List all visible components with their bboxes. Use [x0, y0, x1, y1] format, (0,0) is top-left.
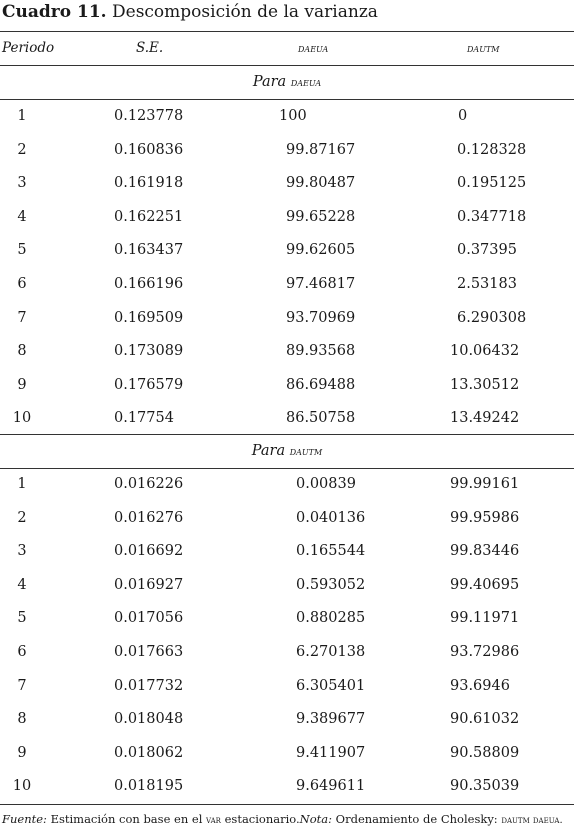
table-row: [0, 108, 574, 142]
daeua-cell: 93.70969: [286, 309, 356, 326]
note-vars: dautm daeua.: [501, 815, 563, 826]
source-var: var: [206, 815, 221, 826]
daeua-cell: 0.165544: [296, 543, 366, 560]
note-text: Ordenamiento de Cholesky:: [335, 812, 498, 826]
se-cell: 0.169509: [114, 309, 184, 326]
table-row: [0, 175, 574, 209]
se-cell: 0.162251: [114, 208, 184, 225]
source-label: Fuente:: [2, 812, 47, 826]
daeua-cell: 6.270138: [296, 644, 366, 660]
period-cell: 7: [17, 309, 27, 326]
section-label-dautm: [0, 443, 574, 459]
dautm-cell: 90.35039: [450, 778, 520, 795]
daeua-cell: 100: [279, 108, 307, 124]
table-row: [0, 142, 574, 176]
se-cell: 0.016226: [114, 476, 184, 492]
dautm-cell: 0: [458, 108, 468, 124]
table-caption: [2, 2, 378, 22]
table-row: [0, 310, 574, 344]
se-cell: 0.176579: [114, 376, 184, 393]
table-row: [0, 543, 574, 577]
source-text2: estacionario.: [224, 812, 300, 826]
daeua-cell: 86.69488: [286, 376, 356, 393]
se-cell: 0.018062: [114, 744, 184, 761]
period-cell: 10: [12, 410, 32, 427]
period-cell: 8: [17, 711, 27, 728]
se-cell: 0.016276: [114, 509, 184, 526]
section-rule-1: [0, 99, 574, 100]
table-row: [0, 510, 574, 544]
dautm-cell: 0.195125: [457, 175, 527, 192]
source-text: Estimación con base en el: [50, 812, 203, 826]
table-row: [0, 644, 574, 678]
header-se: S.E.: [136, 40, 164, 56]
dautm-cell: 13.49242: [450, 410, 520, 427]
period-cell: 8: [17, 343, 27, 360]
daeua-cell: 9.389677: [296, 711, 366, 728]
period-cell: 10: [12, 778, 32, 795]
header-dautm: dautm: [467, 42, 500, 55]
note-label: Nota:: [299, 812, 332, 826]
period-cell: 2: [17, 509, 27, 526]
se-cell: 0.017663: [114, 644, 184, 660]
period-cell: 5: [17, 242, 27, 259]
section-label-daeua: [0, 74, 574, 90]
period-cell: 2: [17, 141, 27, 158]
table-row: [0, 410, 574, 444]
table-row: [0, 209, 574, 243]
table-row: [0, 276, 574, 310]
daeua-cell: 9.411907: [296, 744, 366, 761]
dautm-cell: 6.290308: [457, 309, 527, 326]
period-cell: 1: [17, 476, 27, 492]
dautm-cell: 2.53183: [457, 276, 517, 292]
table-footnote: [2, 812, 563, 826]
se-cell: 0.166196: [114, 276, 184, 292]
period-cell: 4: [17, 576, 27, 593]
bottom-rule: [0, 804, 574, 805]
se-cell: 0.017056: [114, 610, 184, 627]
dautm-cell: 93.72986: [450, 644, 520, 660]
period-cell: 9: [17, 376, 27, 393]
table-row: [0, 343, 574, 377]
period-cell: 1: [17, 108, 27, 124]
dautm-cell: 10.06432: [450, 343, 520, 360]
se-cell: 0.173089: [114, 343, 184, 360]
caption-title: Descomposición de la varianza: [112, 2, 378, 22]
daeua-cell: 99.80487: [286, 175, 356, 192]
daeua-cell: 99.65228: [286, 208, 356, 225]
header-daeua: daeua: [298, 42, 329, 55]
period-cell: 4: [17, 208, 27, 225]
dautm-cell: 99.99161: [450, 476, 520, 492]
table-row: [0, 678, 574, 712]
table-row: [0, 610, 574, 644]
daeua-cell: 0.040136: [296, 509, 366, 526]
header-period: Periodo: [2, 40, 55, 56]
dautm-cell: 13.30512: [450, 376, 520, 393]
period-cell: 3: [17, 543, 27, 560]
table-row: [0, 242, 574, 276]
period-cell: 7: [17, 677, 27, 694]
table-row: [0, 476, 574, 510]
se-cell: 0.018195: [114, 778, 184, 795]
se-cell: 0.17754: [114, 410, 174, 427]
se-cell: 0.163437: [114, 242, 184, 259]
se-cell: 0.016927: [114, 576, 184, 593]
dautm-cell: 99.83446: [450, 543, 520, 560]
section-label-var: dautm: [289, 445, 323, 458]
table-row: [0, 778, 574, 812]
dautm-cell: 99.40695: [450, 576, 520, 593]
period-cell: 5: [17, 610, 27, 627]
dautm-cell: 0.128328: [457, 141, 527, 158]
caption-label: Cuadro 11.: [2, 2, 107, 22]
se-cell: 0.123778: [114, 108, 184, 124]
dautm-cell: 99.95986: [450, 509, 520, 526]
se-cell: 0.161918: [114, 175, 184, 192]
daeua-cell: 86.50758: [286, 410, 356, 427]
daeua-cell: 89.93568: [286, 343, 356, 360]
daeua-cell: 0.593052: [296, 576, 366, 593]
table-row: [0, 711, 574, 745]
header-rule: [0, 65, 574, 66]
dautm-cell: 90.58809: [450, 744, 520, 761]
dautm-cell: 99.11971: [450, 610, 520, 627]
table-row: [0, 745, 574, 779]
period-cell: 6: [17, 644, 27, 660]
dautm-cell: 0.37395: [457, 242, 517, 259]
daeua-cell: 97.46817: [286, 276, 356, 292]
section-label-var: daeua: [290, 76, 322, 89]
mid-rule: [0, 434, 574, 435]
dautm-cell: 90.61032: [450, 711, 520, 728]
daeua-cell: 6.305401: [296, 677, 366, 694]
se-cell: 0.018048: [114, 711, 184, 728]
dautm-cell: 0.347718: [457, 208, 527, 225]
table-row: [0, 577, 574, 611]
section-rule-2: [0, 468, 574, 469]
period-cell: 3: [17, 175, 27, 192]
se-cell: 0.016692: [114, 543, 184, 560]
se-cell: 0.160836: [114, 141, 184, 158]
dautm-cell: 93.6946: [450, 677, 510, 694]
section-label-prefix: Para: [252, 74, 287, 90]
section-label-prefix: Para: [251, 443, 286, 459]
daeua-cell: 99.87167: [286, 141, 356, 158]
daeua-cell: 99.62605: [286, 242, 356, 259]
period-cell: 6: [17, 276, 27, 292]
daeua-cell: 0.00839: [296, 476, 356, 492]
table-row: [0, 377, 574, 411]
daeua-cell: 9.649611: [296, 778, 366, 795]
top-rule: [0, 31, 574, 32]
period-cell: 9: [17, 744, 27, 761]
se-cell: 0.017732: [114, 677, 184, 694]
daeua-cell: 0.880285: [296, 610, 366, 627]
